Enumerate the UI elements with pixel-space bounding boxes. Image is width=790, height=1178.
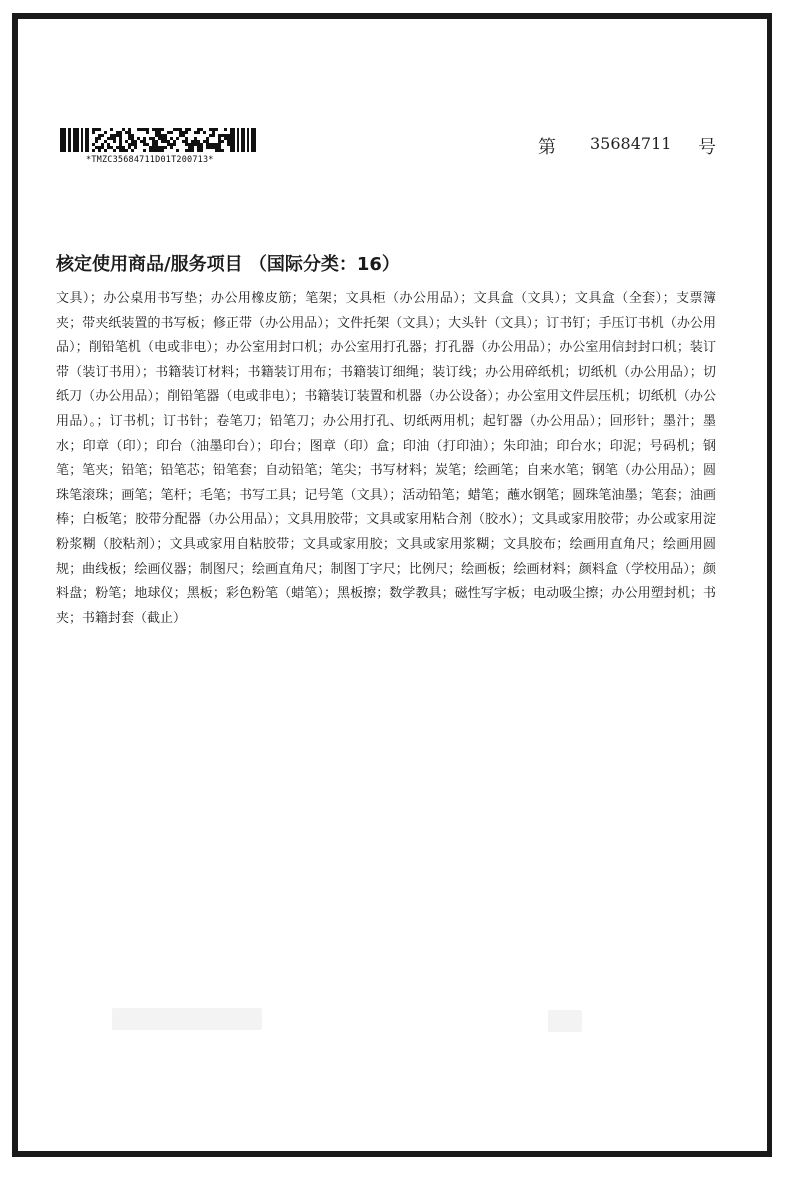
section-title: 核定使用商品/服务项目 （国际分类：16） — [56, 254, 400, 275]
barcode-code-text: *TMZC35684711D01T200713* — [86, 155, 214, 165]
registration-prefix: 第 — [538, 137, 556, 158]
barcode-icon — [60, 128, 256, 152]
registration-number-value: 35684711 — [590, 134, 672, 153]
goods-list-text: 文具）；办公桌用书写垫；办公用橡皮筋；笔架；文具柜（办公用品）；文具盒（文具）；文具盒（全套）；支票簿夹；带夹纸装置的书写板；修正带（办公用品）；文件托架（文具）；大头针（文具）；订书钉；手压订书机（办公用品）；削铅笔机（电或非电）；办公室用封口机；办公室用打孔器；打孔器（办公用品）；办公室用信封封口机；装订带（装订书用）；书籍装订材料；书籍装订用布；书籍装订细绳；装订线；办公用碎纸机；切纸机（办公用品）；切纸刀（办公用品）；削铅笔器（电或非电）；书籍装订装置和机器（办公设备）；办公室用文件层压机；切纸机（办公用品）。；订书机；订书针；卷笔刀；铅笔刀；办公用打孔、切纸两用机；起钉器（办公用品）；回形针；墨汁；墨水；印章（印）；印台（油墨印台）；印台；图章（印）盒；印油（打印油）；朱印油；印台水；印泥；号码机；钢笔；笔夹；铅笔；铅笔芯；铅笔套；自动铅笔；笔尖；书写材料；炭笔；绘画笔；自来水笔；钢笔（办公用品）；圆珠笔滚珠；画笔；笔杆；毛笔；书写工具；记号笔（文具）；活动铅笔；蜡笔；蘸水钢笔；圆珠笔油墨；笔套；油画棒；白板笔；胶带分配器（办公用品）；文具用胶带；文具或家用粘合剂（胶水）；文具或家用胶带；办公或家用淀粉浆糊（胶粘剂）；文具或家用自粘胶带；文具或家用胶；文具或家用浆糊；文具胶布；绘画用直角尺；绘画用圆规；曲线板；绘画仪器；制图尺；绘画直角尺；制图丁字尺；比例尺；绘画板；绘画材料；颜料盒（学校用品）；颜料盘；粉笔；地球仪；黑板；彩色粉笔（蜡笔）；黑板擦；数学教具；磁性写字板；电动吸尘擦；办公用塑封机；书夹；书籍封套（截止） — [56, 291, 716, 626]
registration-number — [538, 133, 720, 161]
scan-artifact — [548, 1010, 582, 1032]
registration-suffix: 号 — [698, 137, 716, 158]
barcode — [60, 128, 260, 170]
scan-artifact — [112, 1008, 262, 1030]
